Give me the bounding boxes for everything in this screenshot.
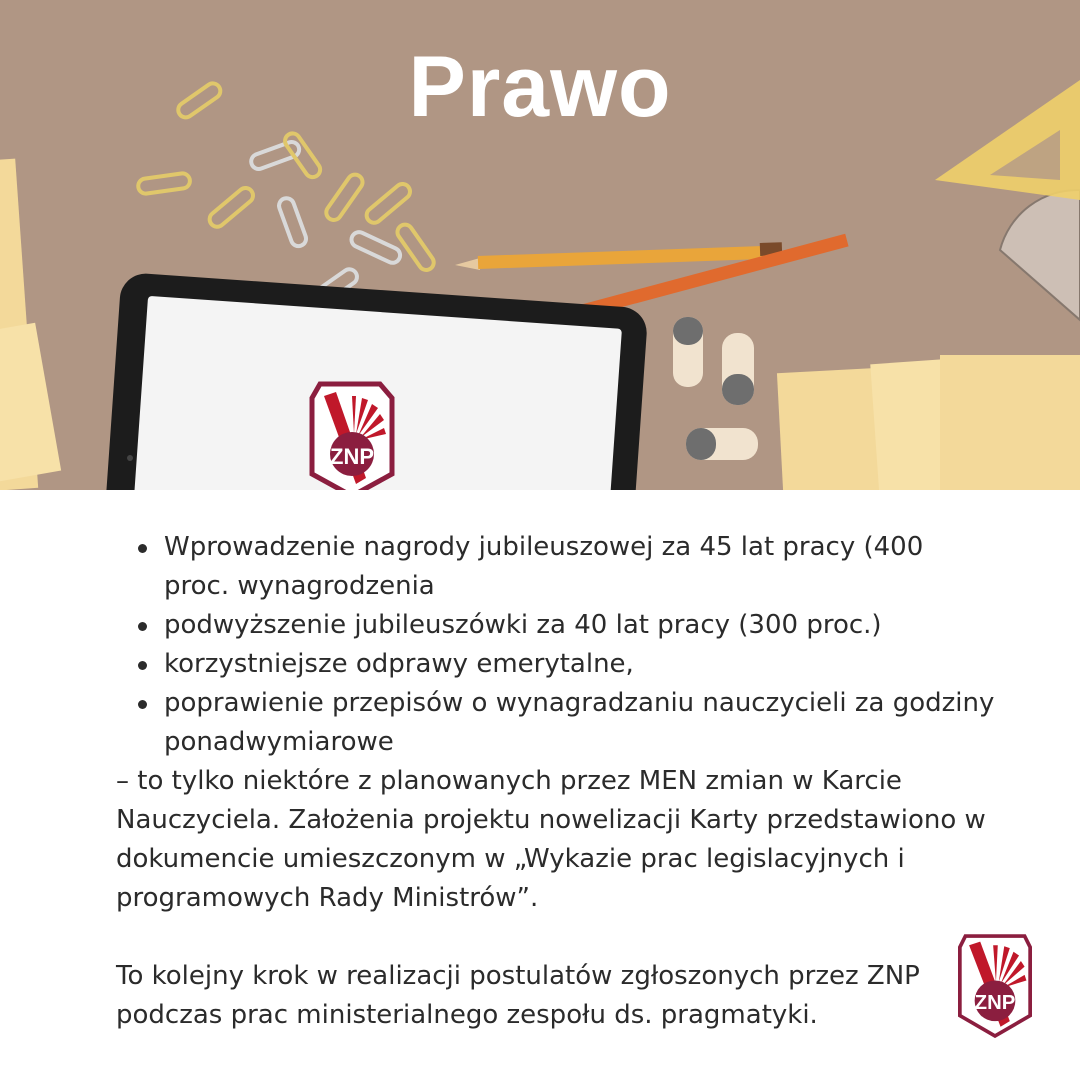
znp-logo-text: ZNP	[974, 992, 1016, 1015]
znp-logo-emblem	[958, 934, 1032, 1038]
tablet	[104, 272, 649, 490]
bullet-item: Wprowadzenie nagrody jubileuszowej za 45 lat pracy (400 proc. wynagrodzenia	[164, 528, 996, 606]
bullet-item: korzystniejsze odprawy emerytalne,	[164, 645, 996, 684]
paragraph-next-step: To kolejny krok w realizacji postulatów zgłoszonych przez ZNP podczas prac ministerialnego zespołu ds. pragmatyki.	[116, 961, 920, 1030]
article-body	[116, 528, 996, 1035]
bullet-list	[116, 528, 996, 762]
bullet-item: podwyższenie jubileuszówki za 40 lat pracy (300 proc.)	[164, 606, 996, 645]
znp-logo-tablet-text: ZNP	[330, 444, 374, 469]
znp-logo	[958, 934, 1032, 1038]
page-title: Prawo	[408, 39, 672, 135]
hero-image	[0, 0, 1080, 490]
znp-logo-tablet	[312, 384, 392, 490]
bullet-item: poprawienie przepisów o wynagradzaniu nauczycieli za godziny ponadwymiarowe	[164, 684, 996, 762]
paragraph-changes: – to tylko niektóre z planowanych przez MEN zmian w Karcie Nauczyciela. Założenia projektu nowelizacji Karty przedstawiono w dokumencie umieszczonym w „Wykazie prac legislacyjnych i programowych Rady Ministrów”.	[116, 766, 986, 913]
paper-stack-right	[777, 355, 1080, 490]
